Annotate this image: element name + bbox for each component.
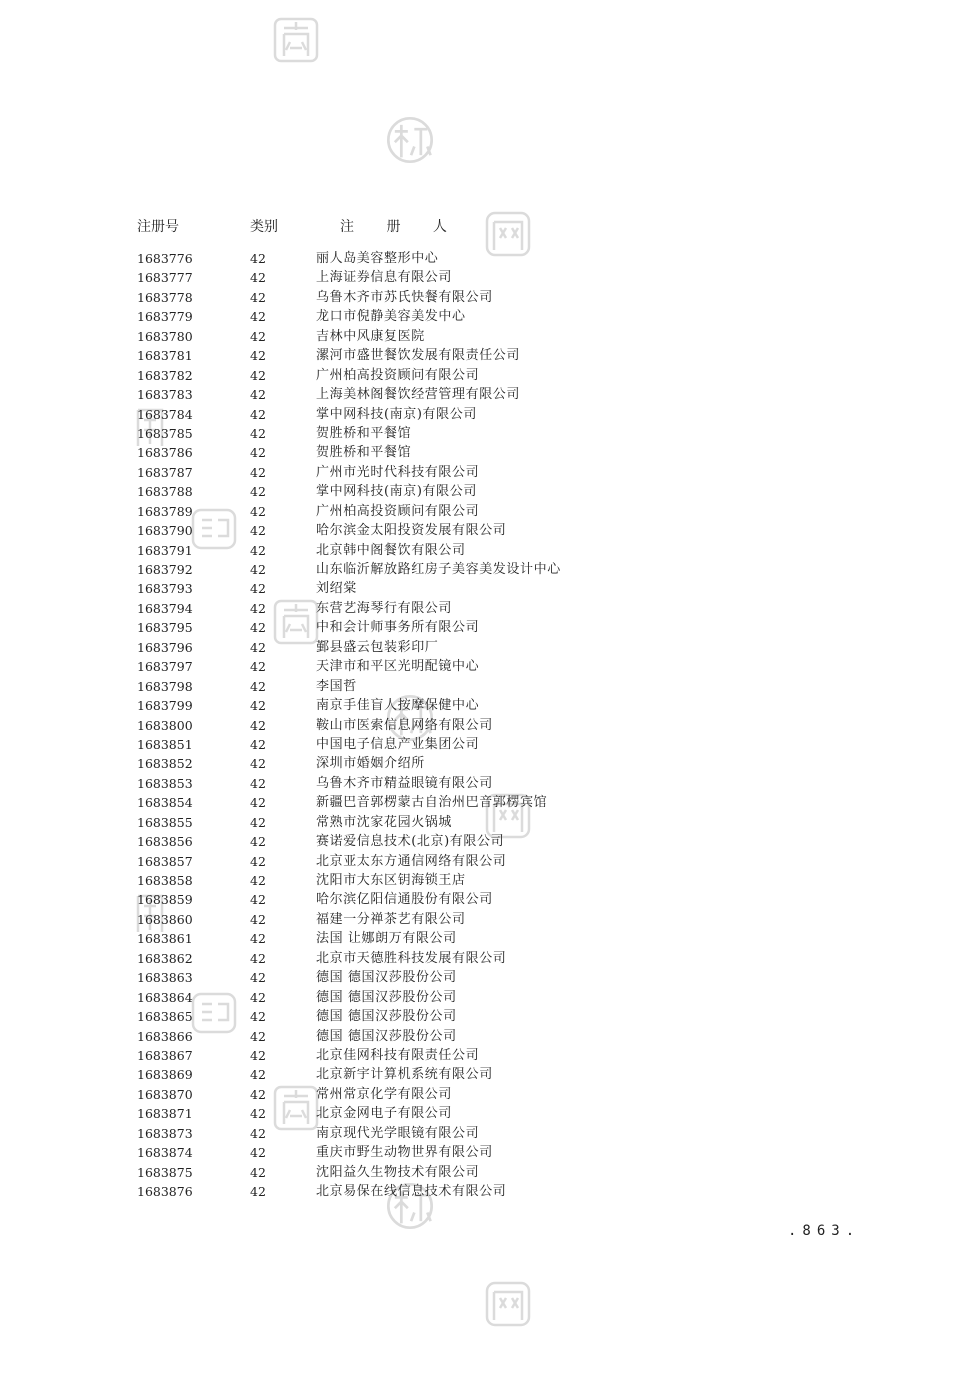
- class-number: 42: [250, 1184, 266, 1199]
- registrant-name: 福建一分禅茶艺有限公司: [316, 911, 466, 927]
- registration-number: 1683780: [137, 328, 193, 344]
- class-number: 42: [250, 970, 266, 986]
- registrant-name: 新疆巴音郭楞蒙古自治州巴音郭楞宾馆: [316, 795, 548, 811]
- table-row: [0, 443, 980, 462]
- class-number: 42: [250, 853, 266, 869]
- registration-number: 1683781: [137, 348, 193, 364]
- registrant-name: 常熟市沈家花园火锅城: [316, 814, 453, 830]
- registrant-name: 贺胜桥和平餐馆: [316, 425, 412, 441]
- registration-number: 1683871: [137, 1106, 193, 1122]
- registration-number: 1683790: [137, 523, 193, 539]
- table-row: [0, 599, 980, 618]
- class-number: 42: [250, 892, 266, 908]
- class-number: 42: [250, 270, 266, 286]
- class-number: 42: [250, 659, 266, 675]
- class-number: 42: [250, 387, 266, 403]
- class-number: 42: [250, 1125, 266, 1141]
- table-row: [0, 560, 980, 579]
- table-row: [0, 832, 980, 851]
- page-number: .863.: [788, 1223, 861, 1239]
- table-row: [0, 949, 980, 968]
- registrant-name: 丽人岛美容整形中心: [316, 251, 439, 266]
- table-row: [0, 385, 980, 404]
- registrant-name: 龙口市倪静美容美发中心: [316, 309, 466, 325]
- registration-number: 1683854: [137, 795, 193, 811]
- header-class: 类别: [250, 219, 278, 235]
- registration-number: 1683874: [137, 1145, 193, 1161]
- registration-number: 1683858: [137, 873, 193, 888]
- registrant-name: 德国 德国汉莎股份公司: [316, 1009, 457, 1025]
- registration-number: 1683782: [137, 367, 193, 383]
- table-header: [0, 216, 980, 238]
- registration-number: 1683866: [137, 1028, 193, 1044]
- class-number: 42: [250, 756, 266, 772]
- class-number: 42: [250, 1145, 266, 1161]
- table-row: [0, 502, 980, 521]
- table-row: [0, 1085, 980, 1104]
- table-row: [0, 249, 980, 268]
- registrant-name: 哈尔滨亿阳信通股份有限公司: [316, 892, 493, 908]
- registrant-name: 北京韩中阁餐饮有限公司: [316, 542, 466, 558]
- registrant-name: 吉林中风康复医院: [316, 328, 425, 344]
- class-number: 42: [250, 562, 266, 577]
- registrant-name: 掌中网科技(南京)有限公司: [316, 484, 477, 500]
- class-number: 42: [250, 251, 266, 266]
- table-row: [0, 618, 980, 637]
- class-number: 42: [250, 309, 266, 325]
- registrant-name: 广州柏高投资顾问有限公司: [316, 367, 480, 383]
- registration-number: 1683778: [137, 289, 193, 305]
- registration-number: 1683853: [137, 775, 193, 791]
- table-row: [0, 735, 980, 754]
- class-number: 42: [250, 425, 266, 441]
- registrant-name: 北京亚太东方通信网络有限公司: [316, 853, 507, 869]
- table-row: [0, 424, 980, 443]
- registrant-name: 掌中网科技(南京)有限公司: [316, 406, 477, 422]
- class-number: 42: [250, 834, 266, 850]
- registration-number: 1683859: [137, 892, 193, 908]
- registration-number: 1683855: [137, 814, 193, 830]
- registrant-name: 广州市光时代科技有限公司: [316, 464, 480, 480]
- class-number: 42: [250, 678, 266, 694]
- registration-table: [0, 249, 980, 1201]
- table-row: [0, 288, 980, 307]
- registration-number: 1683873: [137, 1125, 193, 1141]
- registration-number: 1683787: [137, 464, 193, 480]
- table-row: [0, 1104, 980, 1123]
- table-row: [0, 1007, 980, 1026]
- registration-number: 1683786: [137, 445, 193, 461]
- class-number: 42: [250, 950, 266, 966]
- registration-number: 1683779: [137, 309, 193, 325]
- registration-number: 1683861: [137, 931, 193, 947]
- registration-number: 1683798: [137, 678, 193, 694]
- table-row: [0, 405, 980, 424]
- class-number: 42: [250, 445, 266, 461]
- table-row: [0, 988, 980, 1007]
- table-row: [0, 1124, 980, 1143]
- registration-number: 1683776: [137, 251, 193, 266]
- table-row: [0, 1143, 980, 1162]
- class-number: 42: [250, 639, 266, 655]
- registration-number: 1683800: [137, 717, 193, 733]
- registrant-name: 中和会计师事务所有限公司: [316, 620, 480, 636]
- registration-number: 1683862: [137, 950, 193, 966]
- registration-number: 1683788: [137, 484, 193, 500]
- class-number: 42: [250, 620, 266, 636]
- registrant-name: 南京手佳盲人按摩保健中心: [316, 698, 480, 714]
- class-number: 42: [250, 542, 266, 558]
- table-row: [0, 910, 980, 929]
- registrant-name: 德国 德国汉莎股份公司: [316, 989, 457, 1005]
- registration-number: 1683794: [137, 600, 193, 616]
- registration-number: 1683867: [137, 1047, 193, 1063]
- table-row: [0, 1182, 980, 1201]
- table-row: [0, 327, 980, 346]
- registrant-name: 上海证券信息有限公司: [316, 270, 453, 286]
- table-row: [0, 813, 980, 832]
- class-number: 42: [250, 1009, 266, 1025]
- class-number: 42: [250, 717, 266, 733]
- registrant-name: 漯河市盛世餐饮发展有限责任公司: [316, 348, 521, 364]
- registration-number: 1683783: [137, 387, 193, 403]
- registrant-name: 天津市和平区光明配镜中心: [316, 659, 480, 675]
- table-row: [0, 677, 980, 696]
- registration-number: 1683789: [137, 503, 193, 519]
- class-number: 42: [250, 600, 266, 616]
- class-number: 42: [250, 1106, 266, 1122]
- table-row: [0, 657, 980, 676]
- registrant-name: 李国哲: [316, 678, 357, 694]
- registrant-name: 广州柏高投资顾问有限公司: [316, 503, 480, 519]
- class-number: 42: [250, 911, 266, 927]
- registrant-name: 深圳市婚姻介绍所: [316, 756, 425, 772]
- class-number: 42: [250, 989, 266, 1005]
- class-number: 42: [250, 464, 266, 480]
- table-row: [0, 579, 980, 598]
- table-row: [0, 852, 980, 871]
- class-number: 42: [250, 1086, 266, 1102]
- table-row: [0, 774, 980, 793]
- registrant-name: 北京市天德胜科技发展有限公司: [316, 950, 507, 966]
- registration-number: 1683870: [137, 1086, 193, 1102]
- registrant-name: 沈阳益久生物技术有限公司: [316, 1164, 480, 1180]
- registrant-name: 鄞县盛云包装彩印厂: [316, 639, 439, 655]
- registration-number: 1683796: [137, 639, 193, 655]
- registrant-name: 刘绍棠: [316, 581, 357, 597]
- table-row: [0, 463, 980, 482]
- registrant-name: 常州常京化学有限公司: [316, 1086, 453, 1102]
- class-number: 42: [250, 775, 266, 791]
- registrant-name: 贺胜桥和平餐馆: [316, 445, 412, 461]
- registration-number: 1683876: [137, 1184, 193, 1199]
- table-row: [0, 482, 980, 501]
- registration-number: 1683792: [137, 562, 193, 577]
- table-row: [0, 871, 980, 890]
- registration-number: 1683793: [137, 581, 193, 597]
- class-number: 42: [250, 795, 266, 811]
- registrant-name: 德国 德国汉莎股份公司: [316, 1028, 457, 1044]
- table-row: [0, 1065, 980, 1084]
- registrant-name: 哈尔滨金太阳投资发展有限公司: [316, 523, 507, 539]
- class-number: 42: [250, 931, 266, 947]
- class-number: 42: [250, 348, 266, 364]
- registrant-name: 北京新宇计算机系统有限公司: [316, 1067, 493, 1083]
- registration-number: 1683864: [137, 989, 193, 1005]
- class-number: 42: [250, 1067, 266, 1083]
- table-row: [0, 541, 980, 560]
- table-row: [0, 307, 980, 326]
- registrant-name: 上海美林阁餐饮经营管理有限公司: [316, 387, 521, 403]
- registrant-name: 北京易保在线信息技术有限公司: [316, 1184, 507, 1199]
- registration-number: 1683777: [137, 270, 193, 286]
- class-number: 42: [250, 698, 266, 714]
- class-number: 42: [250, 736, 266, 752]
- registration-number: 1683791: [137, 542, 193, 558]
- table-row: [0, 346, 980, 365]
- table-row: [0, 521, 980, 540]
- table-row: [0, 1046, 980, 1065]
- registrant-name: 鞍山市医索信息网络有限公司: [316, 717, 493, 733]
- table-row: [0, 696, 980, 715]
- watermark-logo: [484, 1280, 532, 1328]
- table-row: [0, 366, 980, 385]
- class-number: 42: [250, 484, 266, 500]
- table-row: [0, 929, 980, 948]
- registration-number: 1683857: [137, 853, 193, 869]
- registration-number: 1683869: [137, 1067, 193, 1083]
- class-number: 42: [250, 328, 266, 344]
- table-row: [0, 754, 980, 773]
- registrant-name: 乌鲁木齐市精益眼镜有限公司: [316, 775, 493, 791]
- header-registrant: 注 册 人: [340, 219, 461, 235]
- registration-number: 1683851: [137, 736, 193, 752]
- registration-number: 1683797: [137, 659, 193, 675]
- registrant-name: 北京金网电子有限公司: [316, 1106, 453, 1122]
- registration-number: 1683860: [137, 911, 193, 927]
- registration-number: 1683852: [137, 756, 193, 772]
- table-row: [0, 793, 980, 812]
- registrant-name: 南京现代光学眼镜有限公司: [316, 1125, 480, 1141]
- registrant-name: 乌鲁木齐市苏氏快餐有限公司: [316, 289, 493, 305]
- class-number: 42: [250, 523, 266, 539]
- registration-number: 1683795: [137, 620, 193, 636]
- registration-number: 1683863: [137, 970, 193, 986]
- table-row: [0, 1163, 980, 1182]
- registrant-name: 中国电子信息产业集团公司: [316, 736, 480, 752]
- registrant-name: 山东临沂解放路红房子美容美发设计中心: [316, 562, 561, 577]
- class-number: 42: [250, 873, 266, 888]
- registration-number: 1683875: [137, 1164, 193, 1180]
- registrant-name: 东营艺海琴行有限公司: [316, 600, 453, 616]
- registration-number: 1683784: [137, 406, 193, 422]
- table-row: [0, 890, 980, 909]
- registrant-name: 北京佳网科技有限责任公司: [316, 1047, 480, 1063]
- watermark-logo: [272, 16, 320, 64]
- registration-number: 1683865: [137, 1009, 193, 1025]
- registration-number: 1683799: [137, 698, 193, 714]
- header-reg-no: 注册号: [137, 219, 179, 235]
- table-row: [0, 268, 980, 287]
- class-number: 42: [250, 289, 266, 305]
- table-row: [0, 1027, 980, 1046]
- registration-number: 1683856: [137, 834, 193, 850]
- table-row: [0, 638, 980, 657]
- registrant-name: 德国 德国汉莎股份公司: [316, 970, 457, 986]
- registrant-name: 重庆市野生动物世界有限公司: [316, 1145, 493, 1161]
- class-number: 42: [250, 367, 266, 383]
- class-number: 42: [250, 1028, 266, 1044]
- registrant-name: 赛诺爱信息技术(北京)有限公司: [316, 834, 505, 850]
- table-row: [0, 716, 980, 735]
- registrant-name: 沈阳市大东区钥海锁王店: [316, 873, 466, 888]
- class-number: 42: [250, 1164, 266, 1180]
- class-number: 42: [250, 814, 266, 830]
- table-row: [0, 968, 980, 987]
- class-number: 42: [250, 1047, 266, 1063]
- watermark-logo: [384, 114, 436, 166]
- class-number: 42: [250, 503, 266, 519]
- class-number: 42: [250, 581, 266, 597]
- class-number: 42: [250, 406, 266, 422]
- registrant-name: 法国 让娜朗万有限公司: [316, 931, 457, 947]
- registration-number: 1683785: [137, 425, 193, 441]
